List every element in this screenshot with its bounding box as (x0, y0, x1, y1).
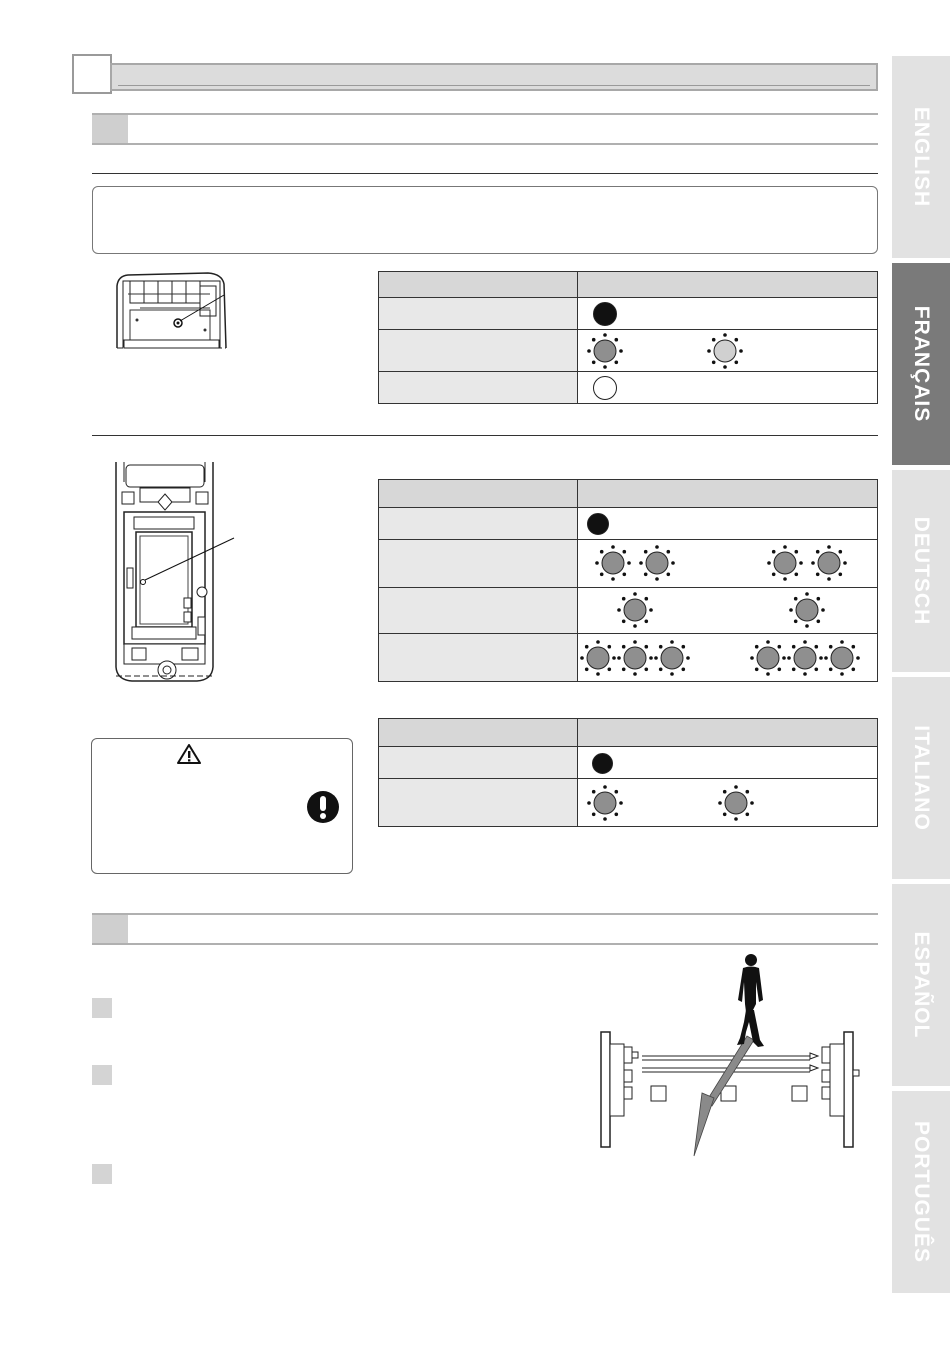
led-blink-icon (617, 592, 653, 628)
tab-francais[interactable]: FRANÇAIS (892, 263, 950, 465)
led-blink-icon (718, 785, 754, 821)
led-off-icon (593, 302, 617, 326)
divider-2 (92, 435, 878, 436)
led-blink-icon (587, 333, 623, 369)
section-bar-1 (92, 113, 878, 145)
led-blink-icon (654, 640, 690, 676)
led-blink-icon (767, 545, 803, 581)
led-blink-icon (595, 545, 631, 581)
led-on-icon (593, 376, 617, 400)
tab-portugues[interactable]: PORTUGUÊS (892, 1091, 950, 1293)
led-blink-light-icon (707, 333, 743, 369)
chapter-title-bar (110, 63, 878, 91)
warning-triangle-icon (176, 743, 202, 765)
led-status-table-3 (378, 718, 878, 827)
led-status-table-2 (378, 479, 878, 682)
section-bar-2 (92, 913, 878, 945)
step-marker-1 (92, 998, 112, 1018)
led-blink-icon (787, 640, 823, 676)
warning-box (91, 738, 353, 874)
receiver-illustration (112, 462, 247, 684)
step-marker-2 (92, 1065, 112, 1085)
led-off-icon (592, 753, 613, 774)
tab-english[interactable]: ENGLISH (892, 56, 950, 258)
led-blink-icon (617, 640, 653, 676)
chapter-number-box (72, 54, 112, 94)
led-blink-icon (789, 592, 825, 628)
led-blink-icon (750, 640, 786, 676)
led-blink-icon (580, 640, 616, 676)
divider-1 (92, 173, 878, 174)
tab-italiano[interactable]: ITALIANO (892, 677, 950, 879)
exclamation-circle-icon (307, 791, 339, 823)
led-blink-icon (824, 640, 860, 676)
led-status-table-1 (378, 271, 878, 404)
led-blink-icon (811, 545, 847, 581)
led-off-icon (587, 513, 609, 535)
walkthrough-illustration (596, 952, 866, 1162)
led-blink-icon (587, 785, 623, 821)
step-marker-3 (92, 1164, 112, 1184)
note-box (92, 186, 878, 254)
tab-deutsch[interactable]: DEUTSCH (892, 470, 950, 672)
transmitter-illustration (110, 270, 245, 352)
led-blink-icon (639, 545, 675, 581)
tab-espanol[interactable]: ESPAÑOL (892, 884, 950, 1086)
